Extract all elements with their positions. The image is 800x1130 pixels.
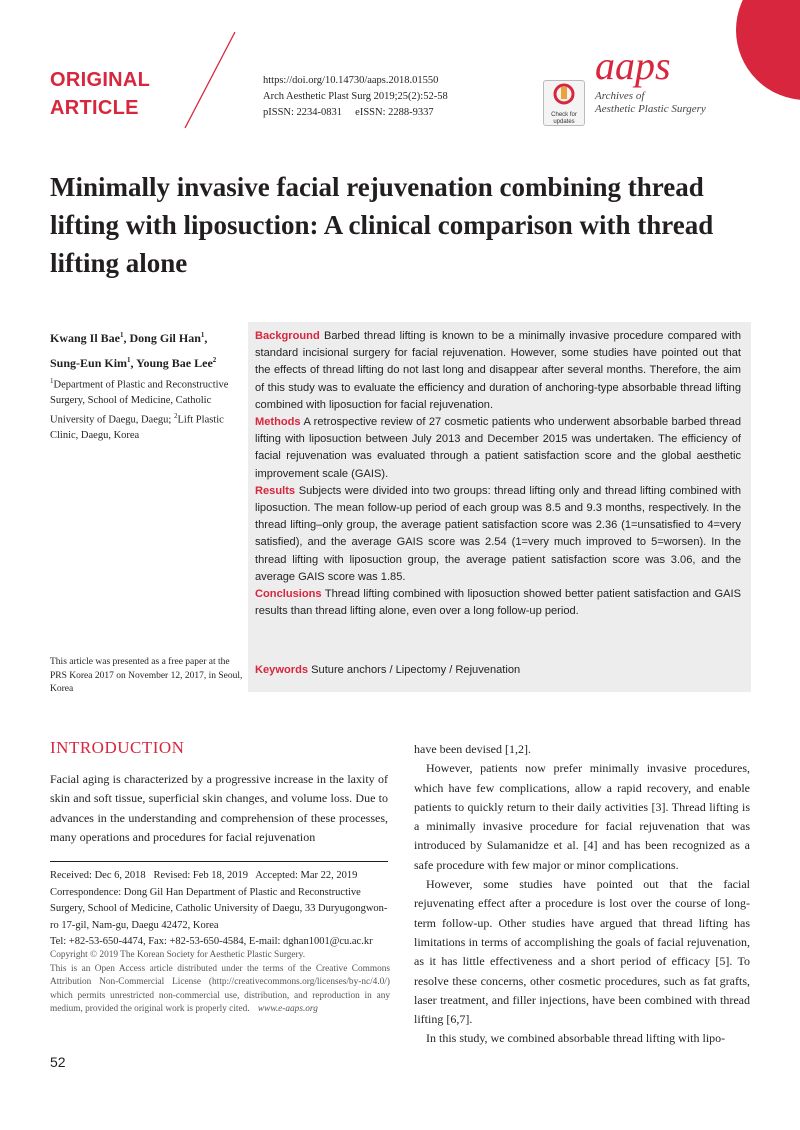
abstract-text	[255, 328, 741, 620]
author-name: Sung-Eun Kim	[50, 356, 128, 370]
logo-wordmark: aaps	[595, 43, 671, 88]
footnote-divider	[50, 861, 388, 862]
abstract-heading-background: Background	[255, 330, 320, 342]
copyright-notice	[50, 949, 390, 1017]
affiliation-text: Lift Plastic Clinic, Daegu, Korea	[50, 414, 224, 441]
correspondence: Correspondence: Dong Gil Han Department of Plastic and Reconstructive Surgery, School of Medicine, Catholic University of Daegu, 33 Duryugongwon-ro 17-gil, Nam-gu, Daegu 42472, Korea	[50, 886, 388, 931]
author-affiliation-mark: 1	[200, 331, 205, 339]
author-affiliation-mark: 1	[127, 356, 131, 364]
article-type-label	[50, 66, 150, 122]
author-name: Kwang Il Bae	[50, 331, 121, 345]
body-paragraph: In this study, we combined absorbable thread lifting with lipo-	[426, 1031, 726, 1046]
copyright-line: Copyright © 2019 The Korean Society for Aesthetic Plastic Surgery.	[50, 950, 306, 960]
decorative-slash	[180, 30, 240, 130]
keywords-list: Suture anchors / Lipectomy / Rejuvenation	[311, 664, 521, 676]
body-paragraph: However, patients now prefer minimally invasive procedures, which have few complications, allow a rapid recovery, and enable patients to quickly return to their daily activities [3]. Thread lifting is a minimally invasive procedure for facial rejuvenation that was introduced by Sulamanidze et al. [4] and has been recognized as a safe procedure with few major or minor complications.	[414, 761, 750, 872]
keywords-heading: Keywords	[255, 664, 309, 676]
article-type-line-1: ORIGINAL	[50, 69, 151, 91]
logo-subtitle-line-1: Archives of	[595, 90, 645, 102]
journal-meta	[263, 73, 448, 121]
body-column-right	[414, 740, 750, 1049]
affiliation-mark: 2	[173, 411, 178, 420]
body-paragraph: Facial aging is characterized by a progressive increase in the laxity of skin and soft tissue, superficial skin changes, and volume loss. Due to advances in the understanding and comprehension of these processes, many operations and procedures for facial rejuvenation	[50, 772, 388, 844]
abstract-conclusions: Thread lifting combined with liposuction showed better patient satisfaction and GAIS results than thread lifting alone, even over a long follow-up period.	[255, 588, 741, 618]
abstract-heading-conclusions: Conclusions	[255, 588, 322, 601]
author-name: Dong Gil Han	[129, 331, 201, 345]
abstract-heading-methods: Methods	[255, 416, 301, 429]
crossmark-icon	[544, 81, 584, 107]
abstract-methods: A retrospective review of 27 cosmetic patients who underwent absorbable barbed thread lifting with liposuction between July 2013 and December 2015 was undertaken. The efficiency of facial rejuvenation was evaluated through a patient satisfaction score and the global aesthetic improvement scale (GAIS).	[255, 416, 741, 480]
crossmark-line-2: updates	[553, 119, 575, 125]
abstract-heading-results: Results	[255, 484, 296, 497]
article-title: Minimally invasive facial rejuvenation combining thread lifting with liposuction: A clinical comparison with thread lifting alone	[50, 172, 714, 278]
body-paragraph: However, some studies have pointed out that the facial rejuvenating effect after a procedure is lost over the course of long-term follow-up. Other studies have argued that thread lifting has limitations in terms of accomplishing the goals of facial rejuvenation, as it has little effectiveness and a short period of efficacy [5]. To resolve these concerns, other cosmetic procedures, such as fat grafts, laser treatment, and filler injections, have been combined with thread lifting [6,7].	[414, 877, 750, 1027]
citation: Arch Aesthetic Plast Surg 2019;25(2):52-58	[263, 91, 448, 102]
author-list: Kwang Il Bae$^1$, Dong Gil Han$^1$, Sung-Eun Kim$^1$, Young Bae Lee$^2$	[50, 331, 217, 370]
article-type-line-2: ARTICLE	[50, 97, 139, 119]
author-affiliation-mark: 2	[212, 356, 217, 364]
doi-link[interactable]: https://doi.org/10.14730/aaps.2018.01550	[263, 75, 439, 86]
abstract-box	[248, 322, 751, 692]
journal-website-link[interactable]: www.e-aaps.org	[257, 1004, 318, 1014]
contact-info: Tel: +82-53-650-4474, Fax: +82-53-650-4584, E-mail: dghan1001@cu.ac.kr	[50, 936, 373, 947]
crossmark-line-1: Check for	[551, 112, 577, 118]
corner-decoration	[720, 0, 800, 100]
abstract-results: Subjects were divided into two groups: thread lifting only and thread lifting combined with liposuction. The mean follow-up period of each group was 8.5 and 9.3 months, respectively. In the thread lifting–only group, the average patient satisfaction score was 2.36 (1=unsatisfied to 4=very satisfied), and the average GAIS score was 2.54 (1=very much improved to 5=worsen). In the thread lifting with liposuction group, the average patient satisfaction score was 3.06, and the average GAIS score was 1.85.	[255, 484, 741, 583]
logo-subtitle-line-2: Aesthetic Plastic Surgery	[595, 103, 706, 115]
author-affiliation-mark: 1	[120, 331, 124, 339]
page-number: 52	[50, 1054, 66, 1070]
section-heading-introduction: INTRODUCTION	[50, 738, 185, 757]
received-dates: Received: Dec 6, 2018 Revised: Feb 18, 2019 Accepted: Mar 22, 2019	[50, 870, 358, 881]
body-paragraph: have been devised [1,2].	[414, 742, 531, 756]
affiliation-text: Department of Plastic and Reconstructive Surgery, School of Medicine, Catholic University of Daegu, Daegu;	[50, 379, 229, 425]
issn: pISSN: 2234-0831 eISSN: 2288-9337	[263, 107, 434, 118]
check-for-updates-badge[interactable]	[543, 80, 585, 126]
abstract-background: Barbed thread lifting is known to be a minimally invasive procedure compared with standard incisional surgery for facial rejuvenation. However, some studies have pointed out that the effects of thread lifting do not last long and disappear after several months. Therefore, the aim of this study was to evaluate the efficiency and duration of anchoring-type absorbable thread lifting combined with liposuction for facial rejuvenation.	[255, 330, 741, 411]
keywords	[255, 662, 741, 678]
license-text: This is an Open Access article distributed under the terms of the Creative Commons Attribution Non-Commercial License (http://creativecommons.org/licenses/by-nc/4.0/) which permits unrestricted non-commercial use, distribution, and reproduction in any medium, provided the original work is properly cited.	[50, 963, 390, 1014]
affiliations	[50, 374, 250, 443]
article-history	[50, 868, 390, 951]
author-name: Young Bae Lee	[136, 356, 213, 370]
body-column-left	[50, 770, 388, 847]
affiliation-mark: 1	[50, 377, 54, 385]
presentation-note: This article was presented as a free paper at the PRS Korea 2017 on November 12, 2017, in Seoul, Korea	[50, 657, 243, 694]
